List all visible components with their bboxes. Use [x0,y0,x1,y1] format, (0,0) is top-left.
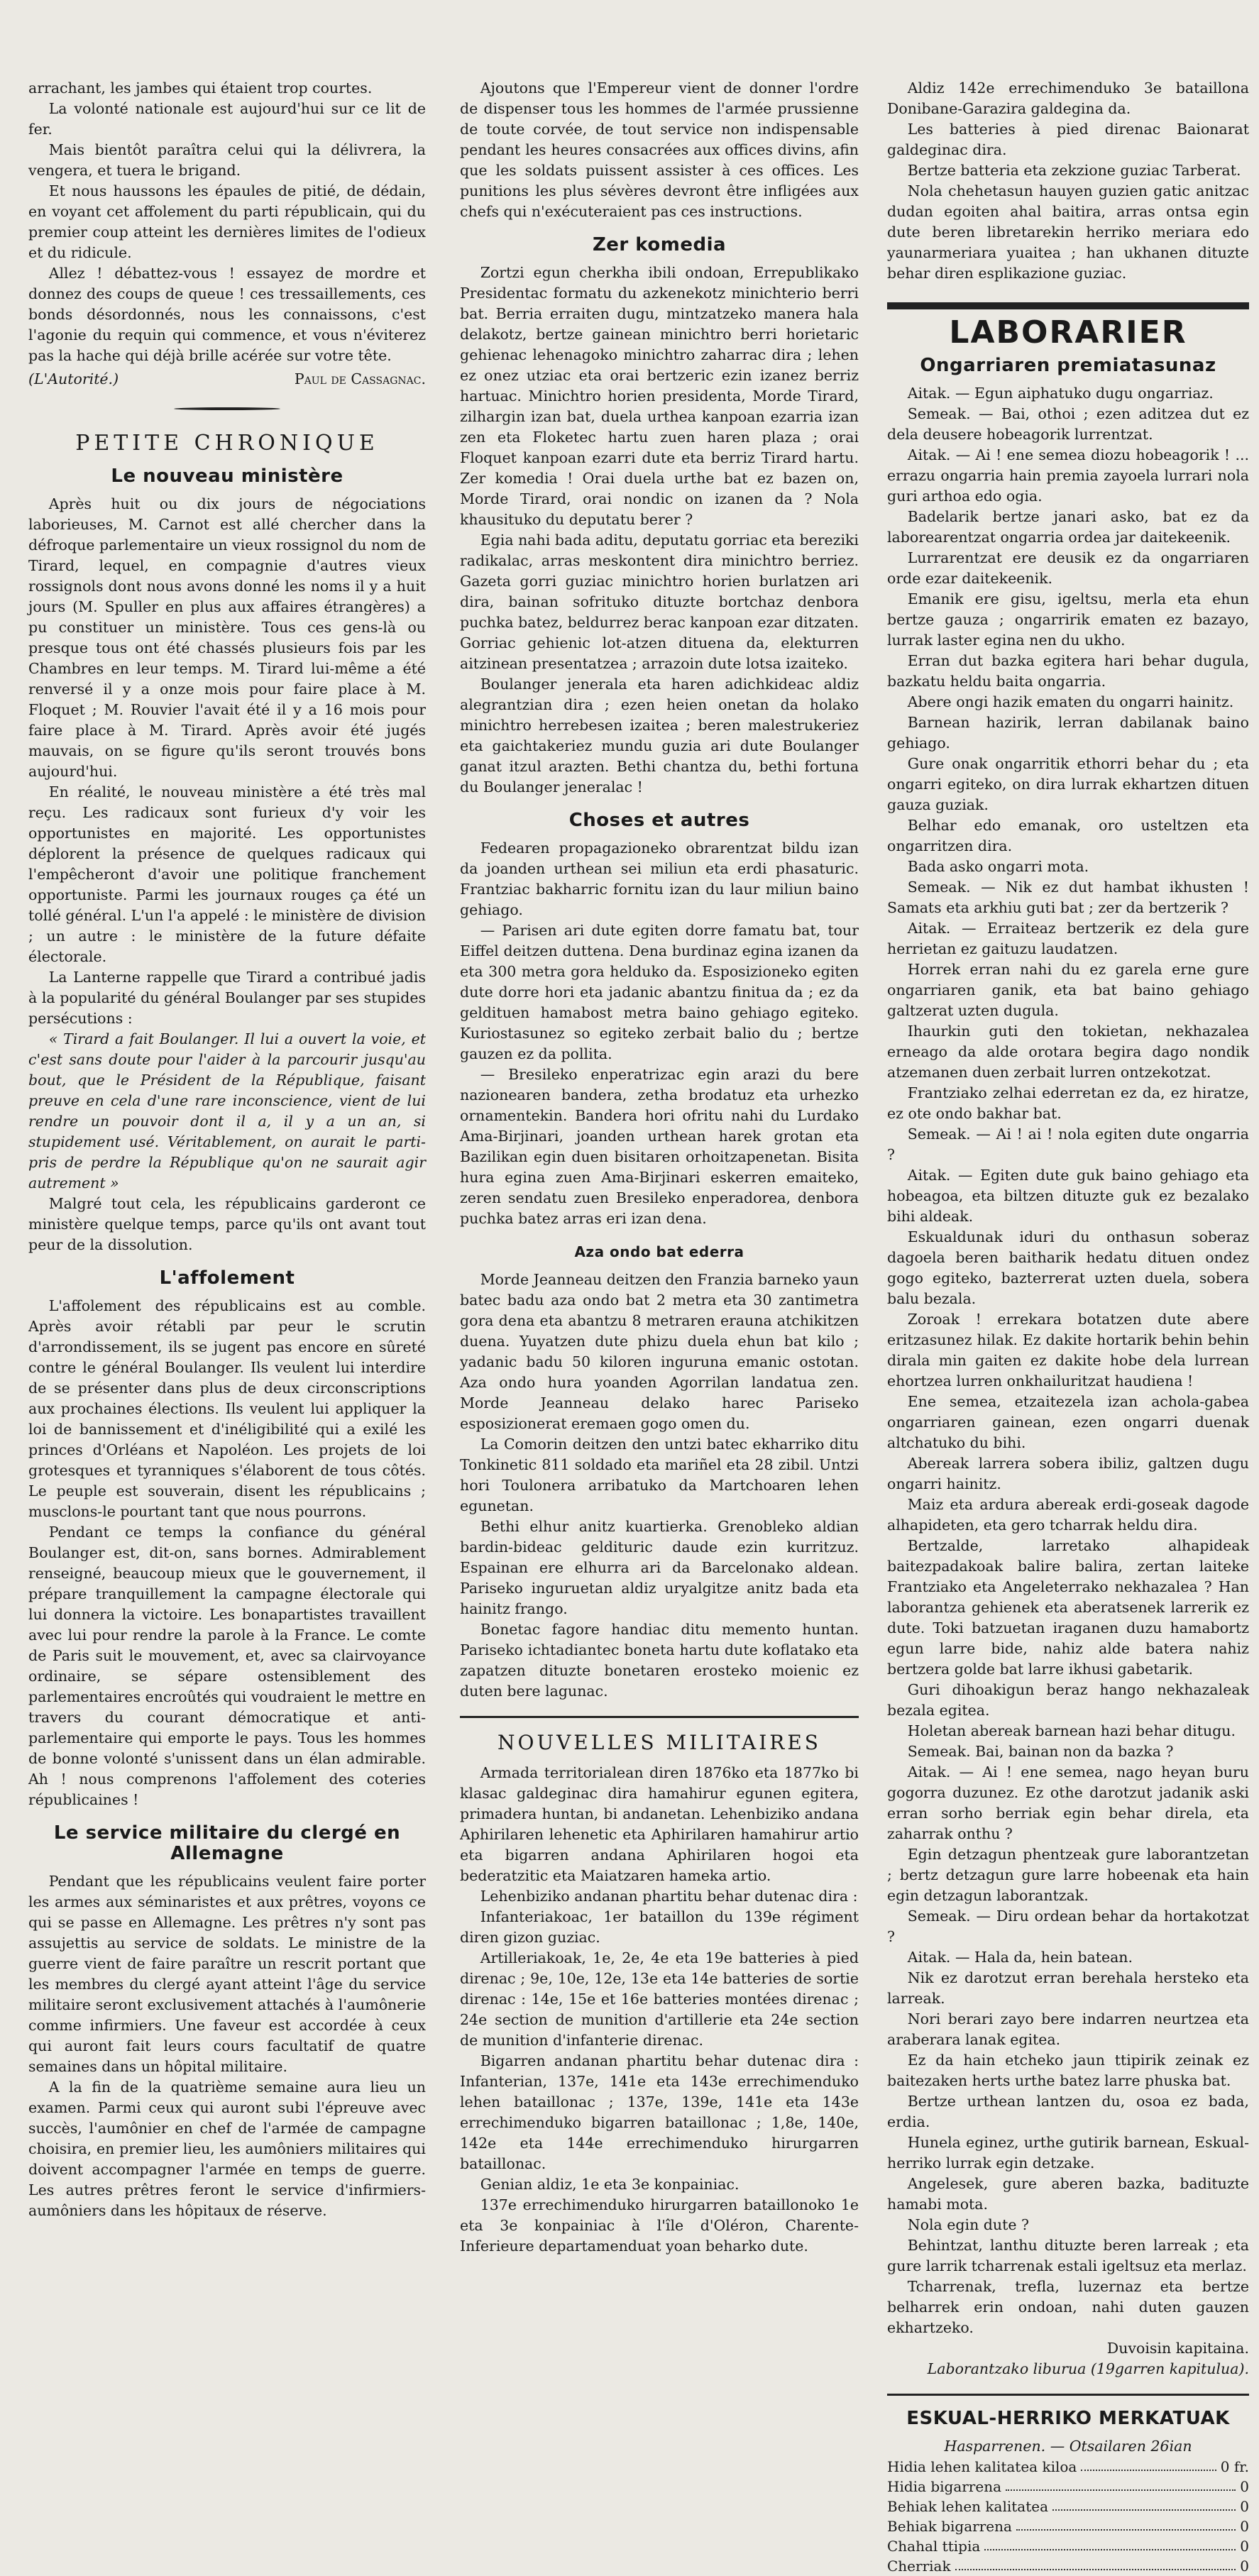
quotation: « Tirard a fait Boulanger. Il lui a ouvert la voie, et c'est sans doute pour l'aider à la parcourir jusqu'au bout, que le Président de la République, faisant preuve en cela d'une rare inconscience, vient de lui rendre un pouvoir dont il a, il y a un an, si stupidement usé. Véritablement, on aurait le parti-pris de perdre la République qu'on ne saurait agir autrement » [28,1030,426,1191]
dialogue-paragraph: Eskualdunak iduri du onthasun soberaz dagoela beren baitharik hedatu dituen ondez gogo egiteko, bazterrerat uzten duela, sobera balu bezala. [887,1228,1249,1307]
paragraph: Et nous haussons les épaules de pitié, de dédain, en voyant cet affolement du parti républicain, qui du premier coup atteint les dernières limites de l'odieux et du ridicule. [28,182,426,261]
dot-leader [1016,2516,1236,2531]
dialogue-paragraph: Egin detzagun phentzeak gure laborantzetan ; bertz detzagun gure larre hobeenak eta hain egin detzagun laborantzak. [887,1846,1249,1904]
author-name: Paul de Cassagnac. [294,370,426,387]
paragraph: Après huit ou dix jours de négociations laborieuses, M. Carnot est allé chercher dans la défroque parlementaire un vieux rossignol du nom de Tirard, lequel, en compagnie d'autres vieux rossignols dont nous avons donné les noms il y a huit jours (M. Spuller en plus aux affaires étrangères) a pu constituer un ministère. Tous ces gens-là ou presque tous ont été chassés plusieurs fois par les Chambres en leur temps. M. Tirard lui-même a été renversé il y a onze mois pour faire place à M. Floquet ; M. Rouvier l'avait été il y a 16 mois pour faire place à M. Tirard. Après avoir été jugés mauvais, on se figure qu'ils seront trouvés bons aujourd'hui. [28,495,426,780]
paragraph: En réalité, le nouveau ministère a été très mal reçu. Les radicaux sont furieux d'y voir les opportunistes en majorité. Les opportunistes déplorent la présence de quelques radicaux qui l'empêcheront d'avoir une politique franchement opportuniste. Parmi les journaux rouges ça été un tollé général. L'un l'a appelé : le ministère de division ; un autre : le ministère de la future défaite électorale. [28,783,426,965]
dialogue-paragraph: Badelarik bertze janari asko, bat ez da laborearentzat ongarria ordea jar daitekeenik. [887,508,1249,546]
market-row [887,2477,1249,2497]
dialogue-paragraph: Aitak. — Egun aiphatuko dugu ongarriaz. [907,385,1214,402]
rule-divider [887,302,1249,309]
paragraph: Zortzi egun cherkha ibili ondoan, Errepublikako Presidentac formatu du azkenekotz minichterio berri bat. Berria erraiten dugu, mintzatzeko manera hala delakotz, bertze gainean minichtro berri horietaric gehienac lehenagoko minichtro zaharrac dira ; lehen ez onez utziac eta orai bertzeric ezin izanez berriz hartuac. Minichtro horien presidenta, Morde Tirard, zilhargin izan bat, duela urthea kanpoan ezarria izan zen eta Floketec hartu zuen haren plaza ; orai Floquet kanpoan ezarri dute eta berriz Tirard hartu. Zer komedia ! Orai duela urthe bat ez bazen on, Morde Tirard, orai nondic on izanen da ? Nola khausituko du deputatu berer ? [460,264,859,528]
article-title: Le service militaire du clergé en Allemagne [53,1822,401,1864]
paragraph: Armada territorialean diren 1876ko eta 1877ko bi klasac galdeginac dira hamahirur egunen egitera, primadera huntan, bi andanetan. Lehenbiziko andana Aphirilaren lehenetic eta Aphirilaren hamahirur artio eta bigarren andana Aphirilaren hogoi eta bederatzitic eta Maiatzaren hameka artio. [460,1764,859,1884]
market-item-price: 0 [1240,2538,1249,2555]
dialogue-paragraph: Holetan abereak barnean hazi behar ditugu. [907,1722,1236,1739]
dialogue-paragraph: Angelesek, gure aberen bazka, badituzte hamabi mota. [887,2175,1249,2213]
dialogue-paragraph: Nik ez darotzut erran berehala hersteko eta larreak. [887,1969,1249,2007]
dialogue-paragraph: Semeak. — Ai ! ai ! nola egiten dute ongarria ? [887,1125,1249,1163]
paragraph: La Lanterne rappelle que Tirard a contribué jadis à la popularité du général Boulanger par ses stupides persécutions : [28,969,426,1027]
paragraph: Infanteriakoac, 1er bataillon du 139e régiment diren gizon guziac. [460,1908,859,1946]
paragraph: Bethi elhur anitz kuartierka. Grenobleko aldian bardin-bideac geldituric daude ezin kurritzuz. Espainan ere elhurra ari da Barcelonako aldean. Pariseko inguruetan aldiz uryalgitze anitz bada eta hainitz frango. [460,1518,859,1617]
column-middle [460,78,859,2257]
article-title: Zer komedia [592,234,727,255]
market-item-label: Hidia bigarrena [887,2478,1002,2495]
market-row [887,2536,1249,2556]
dialogue-paragraph: Belhar edo emanak, oro usteltzen eta ongarritzen dira. [887,817,1249,854]
market-table [887,2457,1249,2576]
article-title: Ongarriaren premiatasunaz [920,355,1216,376]
dialogue-paragraph: Semeak. — Diru ordean behar da hortakotzat ? [887,1908,1249,1945]
paragraph: Ajoutons que l'Empereur vient de donner l'ordre de dispenser tous les hommes de l'armée prussienne de toute corvée, de tout service non indispensable pendant les heures consacrées aux offices divins, afin que les soldats puissent assister à ces offices. Les punitions les plus sévères devront être infligées aux chefs qui n'exécuteraient pas ces instructions. [460,79,859,220]
paragraph: Malgré tout cela, les républicains garderont ce ministère quelque temps, parce qu'ils ont avant tout peur de la dissolution. [28,1195,426,1253]
dialogue-paragraph: Tcharrenak, trefla, luzernaz eta bertze belharrek erin ondoan, nahi duten gauzen ekhartzeko. [887,2278,1249,2336]
section-heading: LABORARIER [949,314,1187,351]
market-item-price: 0 [1240,2518,1249,2535]
rule-divider [460,1716,859,1718]
paragraph: Boulanger jenerala eta haren adichkideac aldiz alegrantzian dira ; ezen heien onetan da holako minichtro herrebesen izaitea ; beren malestrukeriez eta gaichtakeriez mundu guzia ari dute Boulanger ganat itzul arazten. Bethi chantza du, bethi fortuna du Boulanger jeneralac ! [460,676,859,796]
dialogue-paragraph: Frantziako zelhai ederretan ez da, ez hiratze, ez ote ondo bakhar bat. [887,1084,1249,1122]
dialogue-paragraph: Ene semea, etzaitezela izan achola-gabea ongarriaren gainean, ezen ongarri duenak altchatuko du bihi. [887,1393,1249,1451]
market-subtitle: Hasparrenen. — Otsailaren 26ian [944,2438,1192,2455]
dialogue-paragraph: Semeak. — Nik ez dut hambat ikhusten ! Samats eta arkhiu guti bat ; zer da bertzerik ? [887,879,1249,916]
dot-leader [1006,2477,1236,2491]
dialogue-paragraph: Erran dut bazka egitera hari behar dugula, bazkatu heldu baita ongarria. [887,652,1249,690]
market-item-label: Hidia lehen kalitatea kiloa [887,2458,1077,2475]
dialogue-paragraph: Ez da hain etcheko jaun ttipirik zeinak ez baitezaken herts urthe batez larre phuska bat. [887,2052,1249,2089]
paragraph: Egia nahi bada aditu, deputatu gorriac eta bereziki radikalac, arras meskontent dira minichtro berriez. Gazeta gorri guziac minichtro horien burlatzen ari dira, bainan sofrituko dituzte bortchaz denbora puchka batez, beldurrez berac kanpoan ezar ditzaten. Gorriac gehienic lot-atzen dituena da, elekturren aitzinean presentatzea ; arrazoin dute lotsa izaiteko. [460,532,859,672]
article-title: Aza ondo bat ederra [574,1243,744,1260]
paragraph: Allez ! débattez-vous ! essayez de mordre et donnez des coups de queue ! ces tressaillements, ces bonds désordonnés, nous les connaissons, c'est l'agonie du requin qui commence, et vous n'éviterez pas la hache qui déjà brille acérée sur votre tête. [28,265,426,364]
paragraph: Artilleriakoak, 1e, 2e, 4e eta 19e batteries à pied direnac ; 9e, 10e, 12e, 13e eta 14e batteries de sortie direnac : 14e, 15e et 16e batteries montées direnac ; 24e section de munition d'artillerie eta 24e section de munition d'infanterie direnac. [460,1949,859,2049]
paragraph: arrachant, les jambes qui étaient trop courtes. [28,79,373,97]
paragraph: Aldiz 142e errechimenduko 3e bataillona Donibane-Garazira galdegina da. [887,79,1249,117]
paragraph: Nola chehetasun hauyen guzien gatic anitzac dudan egoiten ahal baitira, arras ontsa egin dute beren libretarekin herriko meriara edo yaunarmeriara yuaitea ; han ukhanen dituzte behar diren esplikazione guziac. [887,182,1249,282]
dialogue-paragraph: Aitak. — Ai ! ene semea, nago heyan buru gogorra duzunez. Ez othe darotzut jadanik aski erran sorho berriak egin behar direla, eta zaharrak onthu ? [887,1763,1249,1842]
section-heading: NOUVELLES MILITAIRES [497,1731,821,1754]
section-heading: ESKUAL-HERRIKO MERKATUAK [906,2408,1230,2429]
dialogue-paragraph: Nola egin dute ? [907,2216,1029,2233]
dot-leader [1081,2457,1216,2471]
paragraph: La Comorin deitzen den untzi batec ekharriko ditu Tonkinetic 811 soldado eta mariñel eta 28 zibil. Untzi hori Toulonera arribatuko da Martchoaren lehen egunetan. [460,1436,859,1514]
paragraph: Pendant que les républicains veulent faire porter les armes aux séminaristes et aux prêtres, voyons ce qui se passe en Allemagne. Les prêtres n'y sont pas assujettis au service de soldats. Le ministre de la guerre vient de faire paraître un rescrit portant que les membres du clergé ayant atteint l'âge du service militaire seront exclusivement attachés à l'aumônerie comme infirmiers. Une faveur est accordée à ceux qui auront fait leurs cours facultatif de quatre semaines dans un hôpital militaire. [28,1873,426,2075]
signature: Duvoisin kapitaina. [1106,2340,1249,2357]
market-item-label: Cherriak [887,2558,951,2575]
market-row [887,2497,1249,2516]
dialogue-paragraph: Zoroak ! errekara botatzen dute abere eritzasunez hilak. Ez dakite hortarik behin behin dirala min gaiten ez dakite hobe dela lurrean ehortzea lurren onkhailuritzat haudiena ! [887,1311,1249,1389]
market-item-price: 0 [1240,2478,1249,2495]
paragraph: Fedearen propagazioneko obrarentzat bildu izan da joanden urthean sei miliun eta erdi phasaturic. Frantziac bakharric fornitu izan du laur miliun baino gehiago. [460,840,859,918]
dialogue-paragraph: Aitak. — Ai ! ene semea diozu hobeagorik ! ... errazu ongarria hain premia zayoela lurrari nola guri arthoa edo ogia. [887,446,1249,505]
paragraph: Bigarren andanan phartitu behar dutenac dira : Infanterian, 137e, 141e eta 143e errechimenduko lehen bataillonac ; 137e, 139e, 141e eta 143e errechimenduko bigarren bataillonac ; 1,8e, 140e, 142e eta 144e errechimenduko hirurgarren bataillonac. [460,2052,859,2172]
paragraph: — Parisen ari dute egiten dorre famatu bat, tour Eiffel deitzen duttena. Dena burdinaz egina izanen da eta 300 metra gora helduko da. Esposizioneko egiten dute dorre hori eta jadanic abantzu finitua da ; ez da geldituen hamabost metra baino gehiago egiteko. Kuriostasunez so egiteko zerbait balio du ; bertze gauzen ez da pollita. [460,922,859,1062]
dialogue-paragraph: Guri dihoakigun beraz hango nekhazaleak bezala egitea. [887,1681,1249,1719]
dialogue-paragraph: Bertzalde, larretako alhapideak baitezpadakoak balire balira, zertan laiteke Frantziako eta Angeleterrako nekhazalea ? Han laborantza gehienek eta aberatsenek larrerik ez dute. Toki batzuetan iraganen duzu hamabortz egun larre bide, nahiz alde batera nahiz bertzera golde bat larre ikhusi gabetarik. [887,1537,1249,1678]
dialogue-paragraph: Emanik ere gisu, igeltsu, merla eta ehun bertze gauza ; ongarririk ematen ez bazayo, lurrak laster egina nen du ukho. [887,590,1249,649]
dialogue-block [887,383,1249,2338]
dialogue-paragraph: Maiz eta ardura abereak erdi-goseak dagode alhapideten, eta gero tcharrak heldu dira. [887,1496,1249,1534]
column-right [887,78,1249,2576]
signature-line [28,369,426,390]
market-item-price: 0 [1240,2498,1249,2515]
market-row [887,2516,1249,2536]
paragraph: A la fin de la quatrième semaine aura lieu un examen. Parmi ceux qui auront subi l'épreuve avec succès, l'aumônier en chef de l'armée de campagne choisira, en premier lieu, les aumôniers militaires qui doivent accompagner l'armée en temps de guerre. Les autres prêtres feront le service d'infirmiers-aumôniers dans les hôpitaux de réserve. [28,2079,426,2219]
article-title: Le nouveau ministère [111,466,343,487]
paragraph: L'affolement des républicains est au comble. Après avoir rétabli par peur le scrutin d'arrondissement, ils se jugent pas encore en sûreté contre le général Boulanger. Ils veulent lui interdire de se présenter dans plus de deux circonscriptions aux prochaines élections. Ils veulent lui appliquer la loi de bannissement et d'inéligibilité qui a exilé les princes d'Orléans et Napoléon. Les projets de loi grotesques et tyranniques s'élaborent de tous côtés. Le peuple est souverain, disent les républicains ; musclons-le pourtant tant que nous pourrons. [28,1297,426,1520]
rule-divider [887,2394,1249,2396]
paragraph: Bertze batteria eta zekzione guziac Tarberat. [907,162,1241,179]
section-heading: PETITE CHRONIQUE [75,431,379,456]
article-title: L'affolement [159,1267,295,1289]
dialogue-paragraph: Bertze urthean lantzen du, osoa ez bada, erdia. [887,2093,1249,2130]
dialogue-paragraph: Ihaurkin guti den tokietan, nekhazalea erneago da alde orotara begira dago nondik atzemanen duen zerbait lurren ontzekotzat. [887,1023,1249,1081]
market-item-label: Chahal ttipia [887,2538,981,2555]
dialogue-paragraph: Aitak. — Hala da, hein batean. [907,1949,1133,1966]
column-left [28,78,426,2221]
dialogue-paragraph: Abere ongi hazik ematen du ongarri hainitz. [907,693,1234,710]
dialogue-paragraph: Nori berari zayo bere indarren neurtzea eta araberara lanak egitea. [887,2010,1249,2048]
paragraph: Bonetac fagore handiac ditu memento huntan. Pariseko ichtadiantec boneta hartu dute koflatako eta zapatzen dituzte bonetaren erosteko moienic ez duten bere lagunac. [460,1621,859,1700]
ornament-divider [28,395,426,416]
article-title: Choses et autres [568,810,750,831]
dialogue-paragraph: Aitak. — Erraiteaz bertzerik ez dela gure herrietan ez gaituzu laudatzen. [887,920,1249,957]
market-item-price: 0 fr. [1220,2458,1249,2475]
dot-leader [984,2536,1236,2550]
dialogue-paragraph: Lurrarentzat ere deusik ez da ongarriaren orde ezar daitekeenik. [887,549,1249,587]
dialogue-paragraph: Abereak larrera sobera ibiliz, galtzen dugu ongarri hainitz. [887,1455,1249,1492]
paragraph: Les batteries à pied direnac Baionarat galdeginac dira. [887,121,1249,158]
dot-leader [1052,2497,1236,2511]
paragraph: La volonté nationale est aujourd'hui sur ce lit de fer. [28,100,426,138]
paragraph: 137e errechimenduko hirurgarren bataillonoko 1e eta 3e konpainiac à l'île d'Oléron, Charente-Inferieure departamenduat yoan beharko dute. [460,2196,859,2255]
dialogue-paragraph: Aitak. — Egiten dute guk baino gehiago eta hobeagoa, eta biltzen dituzte guk ez bezalako bihi aldeak. [887,1167,1249,1225]
dialogue-paragraph: Bada asko ongarri mota. [907,858,1089,875]
paragraph: — Bresileko enperatrizac egin arazi du bere nazionearen bandera, zetha brodatuz eta urhezko ornamentekin. Bandera hori ofritu nahi du Lurdako Ama-Birjinari, joanden urthean harek grotan eta Bazilikan egin duen bisitaren orhoitzapenetan. Bisita hura egina zuen Ama-Birjinari eskerren emaiteko, zeren sendatu zuen Bresileko enperadorea, denbora puchka batez arras eri izan dena. [460,1066,859,1227]
market-item-label: Behiak lehen kalitatea [887,2498,1048,2515]
source-label: (L'Autorité.) [28,370,119,387]
dialogue-paragraph: Hunela eginez, urthe gutirik barnean, Eskual-herriko lurrak egin detzake. [887,2134,1249,2172]
dialogue-paragraph: Semeak. Bai, bainan non da bazka ? [907,1743,1174,1760]
market-row [887,2556,1249,2576]
dialogue-paragraph: Semeak. — Bai, othoi ; ezen aditzea dut ez dela deusere hobeagorik lurrentzat. [887,405,1249,443]
paragraph: Genian aldiz, 1e eta 3e konpainiac. [480,2176,740,2193]
dot-leader [955,2556,1236,2570]
paragraph: Lehenbiziko andanan phartitu behar dutenac dira : [480,1888,858,1905]
paragraph: Mais bientôt paraîtra celui qui la délivrera, la vengera, et tuera le brigand. [28,141,426,179]
market-item-label: Behiak bigarrena [887,2518,1012,2535]
dialogue-paragraph: Horrek erran nahi du ez garela erne gure ongarriaren ganik, eta bat baino gehiago galtzerat uzten dugula. [887,961,1249,1019]
paragraph: Pendant ce temps la confiance du général Boulanger est, dit-on, sans bornes. Admirablement renseigné, beaucoup mieux que le gouvernement, il prépare tranquillement la campagne électorale qui lui donnera la victoire. Les bonapartistes travaillent avec lui pour rendre la parole à la France. Le comte de Paris suit le mouvement, et, avec sa clairvoyance ordinaire, se sépare ostensiblement des parlementaires encroûtés qui voudraient le mettre en travers du courant démocratique et anti-parlementaire qui emporte le pays. Tous les hommes de bonne volonté s'unissent dans un élan admirable. Ah ! nous comprenons l'affolement des coteries républicaines ! [28,1524,426,1808]
paragraph: Morde Jeanneau deitzen den Franzia barneko yaun batec badu aza ondo bat 2 metra eta 30 zantimetra gora dena eta abantzu 8 metraren erauna atchikitzen duena. Yuyatzen dute phizu duela ehun bat kilo ; yadanic badu 50 kiloren inguruna emanic ostotan. Aza ondo hura yoanden Agorrilan landatua zen. Morde Jeanneau delako harec Pariseko esposizionerat eremaen gogo omen du. [460,1271,859,1432]
dialogue-paragraph: Gure onak ongarritik ethorri behar du ; eta ongarri egiteko, on dira lurrak ekhartzen dituen gauza guziak. [887,755,1249,813]
market-row [887,2457,1249,2477]
book-reference: Laborantzako liburua (19garren kapitulua). [927,2360,1249,2377]
dialogue-paragraph: Behintzat, lanthu dituzte beren larreak ; eta gure larrik tcharrenak estali igeltsuz eta merlaz. [887,2237,1249,2274]
market-item-price: 0 [1240,2558,1249,2575]
dialogue-paragraph: Barnean hazirik, lerran dabilanak baino gehiago. [887,714,1249,752]
